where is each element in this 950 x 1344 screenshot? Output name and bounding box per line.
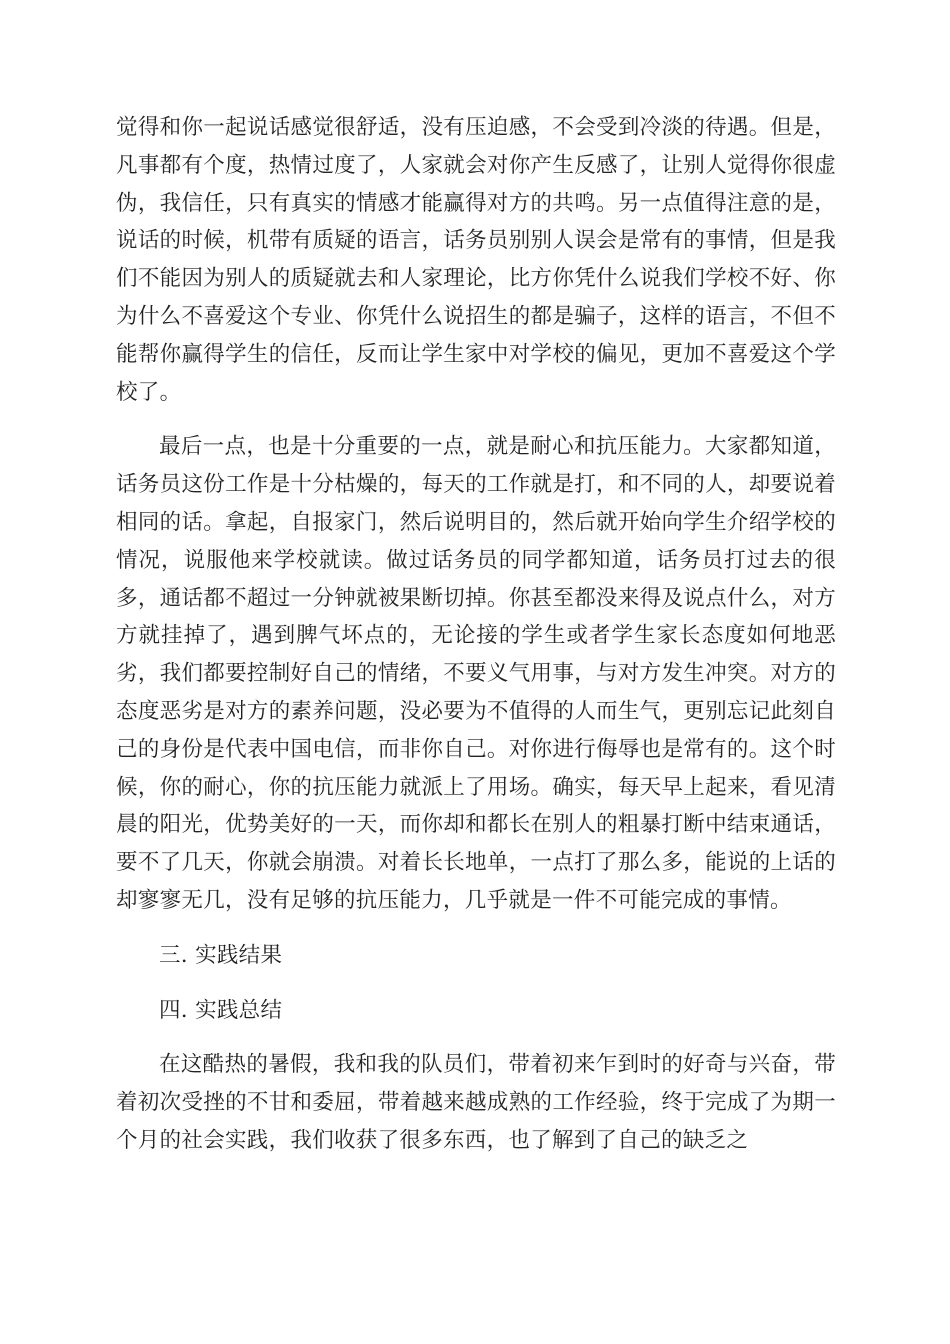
paragraph-summary: 在这酷热的暑假，我和我的队员们，带着初来乍到时的好奇与兴奋，带着初次受挫的不甘和委屈，带着越来越成熟的工作经验，终于完成了为期一个月的社会实践，我们收获了很多东西，也了解到了自己的缺乏之 <box>116 1052 836 1153</box>
paragraph-patience: 最后一点，也是十分重要的一点，就是耐心和抗压能力。大家都知道，话务员这份工作是十分枯燥的，每天的工作就是打，和不同的人，却要说着相同的话。拿起，自报家门，然后说明目的，然后就开始向学生介绍学校的情况，说服他来学校就读。做过话务员的同学都知道，话务员打过去的很多，通话都不超过一分钟就被果断切掉。你甚至都没来得及说点什么，对方方就挂掉了，遇到脾气坏点的，无论接的学生或者学生家长态度如何地恶劣，我们都要控制好自己的情绪，不要义气用事，与对方发生冲突。对方的态度恶劣是对方的素养问题，没必要为不值得的人而生气，更别忘记此刻自己的身份是代表中国电信，而非你自己。对你进行侮辱也是常有的。这个时候，你的耐心，你的抗压能力就派上了用场。确实，每天早上起来，看见清晨的阳光，优势美好的一天，而你却和都长在别人的粗暴打断中结束通话，要不了几天，你就会崩溃。对着长长地单，一点打了那么多，能说的上话的却寥寥无几，没有足够的抗压能力，几乎就是一件不可能完成的事情。 <box>116 434 836 913</box>
document-body <box>116 109 836 1160</box>
section-heading-results: 三. 实践结果 <box>159 942 283 968</box>
section-heading-summary: 四. 实践总结 <box>159 997 283 1023</box>
paragraph-continuation: 觉得和你一起说话感觉很舒适，没有压迫感，不会受到冷淡的待遇。但是，凡事都有个度，热情过度了，人家就会对你产生反感了，让别人觉得你很虚伪，我信任，只有真实的情感才能赢得对方的共鸣。另一点值得注意的是，说话的时候，机带有质疑的语言，话务员别别人误会是常有的事情，但是我们不能因为别人的质疑就去和人家理论，比方你凭什么说我们学校不好、你为什么不喜爱这个专业、你凭什么说招生的都是骗子，这样的语言，不但不能帮你赢得学生的信任，反而让学生家中对学校的偏见，更加不喜爱这个学校了。 <box>116 115 836 405</box>
